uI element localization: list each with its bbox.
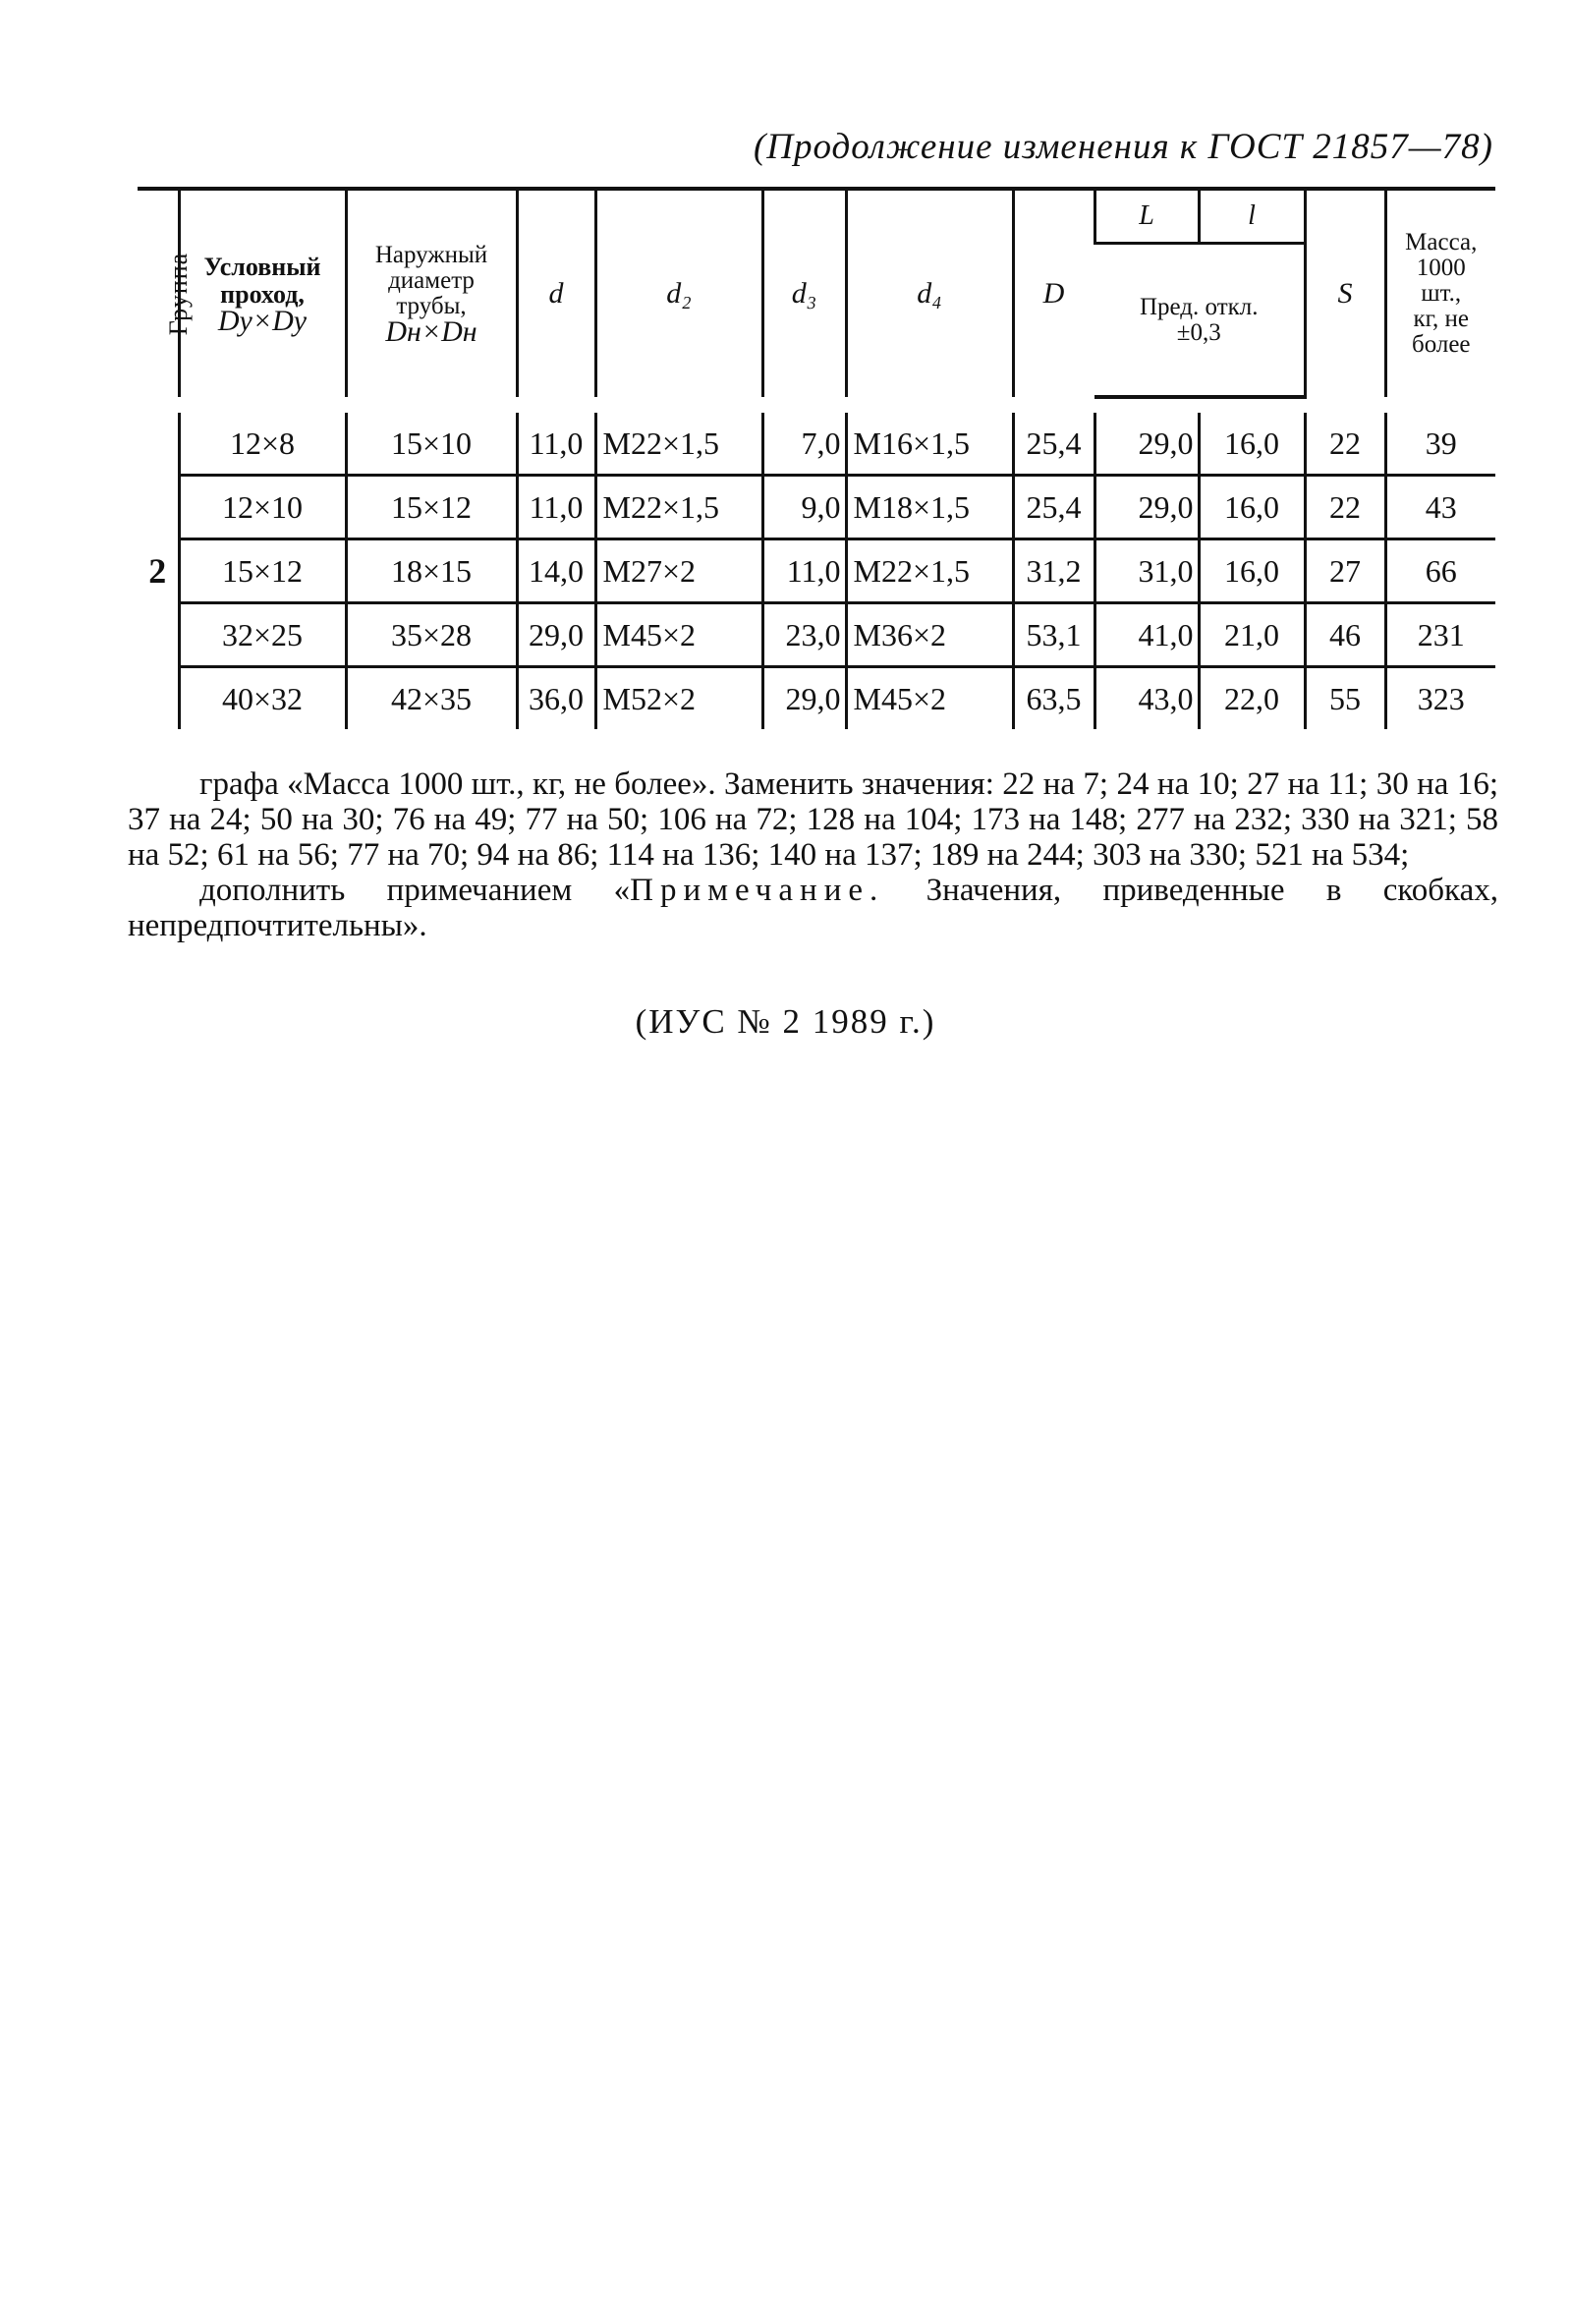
cell-mass: 66 — [1385, 539, 1495, 603]
table-row — [138, 476, 1495, 539]
cell-d3: 11,0 — [762, 539, 846, 603]
cell-d: 11,0 — [517, 476, 595, 539]
column-header-outer-diameter — [346, 189, 517, 397]
cell-d3: 7,0 — [762, 413, 846, 476]
cell-d3: 29,0 — [762, 667, 846, 730]
cell-d2: M45×2 — [595, 603, 762, 667]
ius-reference: (ИУС № 2 1989 г.) — [635, 1002, 936, 1041]
cell-dn: 15×10 — [346, 413, 517, 476]
cell-L: 29,0 — [1094, 413, 1199, 476]
column-header-tolerance — [1094, 244, 1305, 398]
cell-L: 43,0 — [1094, 667, 1199, 730]
table-row — [138, 413, 1495, 476]
cell-D: 53,1 — [1013, 603, 1094, 667]
cell-l: 21,0 — [1199, 603, 1305, 667]
cell-d: 11,0 — [517, 413, 595, 476]
cell-d: 36,0 — [517, 667, 595, 730]
paragraph-mass-replacements: графа «Масса 1000 шт., кг, не более». Заменить значения: 22 на 7; 24 на 10; 27 на 11; 30 на 16; 37 на 24; 50 на 30; 76 на 49; 77 на 50; 106 на 72; 128 на 104; 173 на 148; 277 на 232; 330 на 321; 58 на 52; 61 на 56; 77 на 70; 94 на 86; 114 на 136; 140 на 137; 189 на 244; 303 на 330; 521 на 534; — [128, 766, 1498, 873]
column-header-d: d — [517, 189, 595, 397]
mass-line5: более — [1411, 331, 1471, 358]
cell-mass: 43 — [1385, 476, 1495, 539]
outer-diameter-line3: трубы, — [396, 293, 467, 319]
cell-d2: M27×2 — [595, 539, 762, 603]
paragraph-note-addition — [128, 873, 1498, 943]
cell-d3: 23,0 — [762, 603, 846, 667]
cell-d4: M36×2 — [846, 603, 1013, 667]
cell-d4: M18×1,5 — [846, 476, 1013, 539]
cell-S: 22 — [1305, 413, 1385, 476]
cell-d3: 9,0 — [762, 476, 846, 539]
cell-S: 22 — [1305, 476, 1385, 539]
note-word: Примечание. — [630, 873, 885, 908]
cell-d: 14,0 — [517, 539, 595, 603]
column-header-d4: d₄ — [846, 189, 1013, 397]
conditional-pass-line2: проход, — [220, 280, 305, 309]
outer-diameter-line2: диаметр — [388, 267, 475, 294]
column-header-D: D — [1013, 189, 1094, 397]
column-header-l: l — [1199, 189, 1305, 244]
tolerance-line1: Пред. откл. — [1139, 293, 1259, 320]
cell-dy: 12×10 — [179, 476, 346, 539]
cell-d4: M16×1,5 — [846, 413, 1013, 476]
column-header-group — [138, 189, 194, 397]
cell-S: 46 — [1305, 603, 1385, 667]
cell-l: 16,0 — [1199, 539, 1305, 603]
column-header-L: L — [1094, 189, 1199, 244]
cell-dn: 18×15 — [346, 539, 517, 603]
outer-diameter-line1: Наружный — [374, 242, 488, 268]
column-header-d2: d₂ — [595, 189, 762, 397]
note-intro: дополнить примечанием « — [199, 873, 631, 908]
note-text: Значения, приведенные в скобках, непредпочтительны». — [128, 873, 1498, 943]
cell-l: 22,0 — [1199, 667, 1305, 730]
dimensions-table — [138, 187, 1495, 729]
spacer-row — [138, 397, 1495, 413]
cell-dy: 32×25 — [179, 603, 346, 667]
column-header-S: S — [1305, 189, 1385, 397]
table-body — [138, 397, 1495, 729]
cell-dn: 42×35 — [346, 667, 517, 730]
column-header-conditional-pass — [179, 189, 346, 397]
cell-L: 41,0 — [1094, 603, 1199, 667]
cell-d2: M52×2 — [595, 667, 762, 730]
group-cell: 2 — [148, 551, 167, 591]
page-header: (Продолжение изменения к ГОСТ 21857—78) — [753, 127, 1493, 167]
cell-dn: 35×28 — [346, 603, 517, 667]
cell-d2: M22×1,5 — [595, 413, 762, 476]
table-row — [138, 667, 1495, 730]
cell-d: 29,0 — [517, 603, 595, 667]
cell-mass: 231 — [1385, 603, 1495, 667]
outer-diameter-formula: Dн×Dн — [385, 315, 477, 348]
cell-D: 25,4 — [1013, 476, 1094, 539]
mass-line1: Масса, — [1405, 229, 1478, 255]
dimensions-table-container — [138, 187, 1495, 729]
cell-L: 31,0 — [1094, 539, 1199, 603]
table-row — [138, 539, 1495, 603]
mass-line4: кг, не — [1413, 306, 1470, 332]
body-text — [128, 766, 1498, 943]
cell-S: 27 — [1305, 539, 1385, 603]
column-header-d3: d₃ — [762, 189, 846, 397]
tolerance-line2: ±0,3 — [1176, 318, 1221, 346]
conditional-pass-formula: Dу×Dу — [217, 305, 308, 337]
column-header-mass — [1385, 189, 1495, 397]
cell-L: 29,0 — [1094, 476, 1199, 539]
cell-mass: 323 — [1385, 667, 1495, 730]
cell-D: 25,4 — [1013, 413, 1094, 476]
cell-d4: M22×1,5 — [846, 539, 1013, 603]
cell-dy: 40×32 — [179, 667, 346, 730]
table-header — [138, 189, 1495, 397]
cell-dy: 15×12 — [179, 539, 346, 603]
table-row — [138, 603, 1495, 667]
cell-d2: M22×1,5 — [595, 476, 762, 539]
column-header-group-label: Группа — [164, 252, 194, 335]
mass-line2: 1000 — [1416, 255, 1466, 281]
cell-l: 16,0 — [1199, 413, 1305, 476]
cell-l: 16,0 — [1199, 476, 1305, 539]
cell-mass: 39 — [1385, 413, 1495, 476]
cell-d4: M45×2 — [846, 667, 1013, 730]
cell-D: 63,5 — [1013, 667, 1094, 730]
conditional-pass-line1: Условный — [203, 253, 321, 281]
cell-S: 55 — [1305, 667, 1385, 730]
cell-dy: 12×8 — [179, 413, 346, 476]
cell-dn: 15×12 — [346, 476, 517, 539]
cell-D: 31,2 — [1013, 539, 1094, 603]
mass-line3: шт., — [1421, 280, 1462, 307]
